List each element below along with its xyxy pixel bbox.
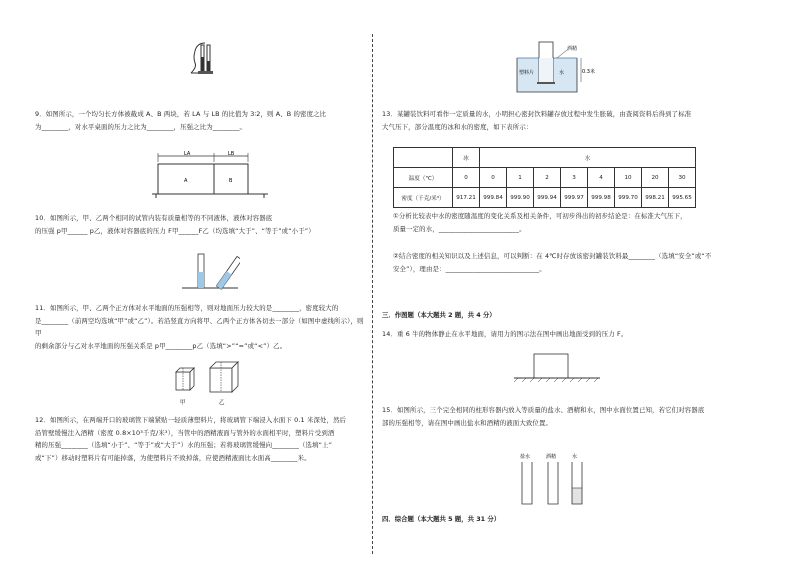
q12-fig-label-water: 水	[559, 70, 565, 76]
table-cell: 917.21	[453, 188, 480, 208]
q11-label-jia: 甲	[180, 400, 186, 406]
table-cell: 999.98	[588, 188, 615, 208]
question-13	[382, 108, 782, 133]
section-3-heading: 三．作图题（本大题共 2 题，共 4 分）	[382, 311, 496, 319]
q9-label-lb: LB	[228, 151, 235, 157]
question-9	[35, 108, 365, 133]
q13-line1: 13．某罐装饮料可看作一定质量的水，小明担心密封饮料罐存放过程中发生胀破，由查阅资料后得到了标准	[382, 110, 692, 118]
table-cell: 20	[642, 168, 669, 188]
table-cell: 0	[453, 168, 480, 188]
table-cell: 30	[669, 168, 696, 188]
table-cell: 3	[561, 168, 588, 188]
q12-line2: 沿管壁缓慢注入酒精（密度 0.8×10³千克/米³），当管中的酒精液面与管外的水面相平时，塑料片受到酒	[35, 428, 335, 437]
question-13-notes-2	[393, 250, 783, 275]
table-row-temperature	[394, 168, 696, 188]
table-row-density	[394, 188, 696, 208]
q15-label-brine: 盐水	[520, 454, 531, 460]
q9-block-figure	[150, 150, 270, 200]
question-12	[35, 414, 365, 464]
section-4-heading: 四．综合题（本大题共 5 题，共 31 分）	[382, 515, 501, 523]
table-row1-label: 温度（℃）	[394, 168, 453, 188]
q12-glass-tube-figure	[515, 40, 605, 96]
table-row2-label: 密度（千克/米³）	[394, 188, 453, 208]
q11-cubes-figure	[170, 358, 250, 406]
question-15	[382, 404, 782, 429]
q13-note1: ①分析比较表中水的密度随温度的变化关系及相关条件，可初步得出的初步结论是：在标准大气压下，	[393, 212, 687, 220]
q11-line1: 11．如图所示，甲、乙两个正方体对水平地面的压强相等，则对地面压力较大的是________，密度较大的	[35, 304, 339, 312]
q12-line4: 或“下”）移动时塑料片有可能掉落，为使塑料片不致掉落，应使酒精液面比水面高________米。	[35, 453, 311, 462]
q9-line2: 为________，对水平桌面的压力之比为________，压强之比为________。	[35, 122, 247, 131]
q13-note4: 安全”），理由是：____________________________。	[393, 264, 546, 273]
manometer-figure	[183, 41, 225, 79]
table-cell: 1	[507, 168, 534, 188]
table-cell: 0	[480, 168, 507, 188]
q11-label-yi: 乙	[219, 400, 225, 406]
table-cell: 999.94	[534, 188, 561, 208]
q14-line1: 14．重 6 牛的物体静止在水平地面，请用力的图示法在图中画出地面受到的压力 F。	[382, 330, 628, 338]
q12-line3: 精的压强________（选填“小于”、“等于”或“大于”）水的压强；若将玻璃管缓慢向________（选填“上”	[35, 441, 333, 449]
question-13-notes	[393, 210, 783, 235]
table-cell: 995.65	[669, 188, 696, 208]
table-cell: 999.90	[507, 188, 534, 208]
q9-label-la: LA	[184, 151, 191, 157]
q14-block-on-ground-figure	[512, 350, 602, 384]
table-cell: 999.70	[615, 188, 642, 208]
table-cell: 998.21	[642, 188, 669, 208]
table-cell: 10	[615, 168, 642, 188]
q10-line1: 10．如图所示，甲、乙两个相同的试管内装有质量相等的不同液体，液体对容器底	[35, 214, 273, 222]
q12-line1: 12．如图所示，在两端开口的玻璃管下端紧贴一轻质薄塑料片，将玻璃管下端浸入水面下 0.1 米深处，然后	[35, 416, 347, 424]
q12-fig-label-alcohol: 酒精	[567, 46, 578, 52]
q15-line1: 15．如图所示，三个完全相同的柱形容器内放入等质量的盐水、酒精和水，图中水面位置已知，若它们对容器底	[382, 406, 705, 414]
question-10	[35, 212, 365, 237]
q15-label-alcohol: 酒精	[546, 454, 557, 460]
q13-line2: 大气压下，部分温度的冰和水的密度，如下表所示：	[382, 122, 533, 131]
density-table	[393, 147, 696, 208]
q9-line1: 9．如图所示，一个均匀长方体被截成 A、B 两块，若 LA 与 LB 的比值为 3∶2，则 A、B 的密度之比	[35, 110, 327, 118]
table-cell: 2	[534, 168, 561, 188]
table-header-row	[394, 148, 696, 168]
q15-containers-figure	[516, 452, 588, 508]
q10-test-tubes-figure	[180, 250, 240, 292]
q11-line2: 是________（前两空均选填“甲”或“乙”）。若沿竖直方向将甲、乙两个正方体各切去一部分（如图中虚线所示），则甲	[35, 316, 364, 337]
table-cell: 4	[588, 168, 615, 188]
table-cell: 999.97	[561, 188, 588, 208]
table-header-ice: 冰	[453, 148, 480, 168]
q12-fig-label-plastic: 塑料片	[519, 70, 535, 76]
table-cell: 999.84	[480, 188, 507, 208]
q13-note3: ②结合密度的相关知识以及上述信息，可以判断：在 4℃时存放该密封罐装饮料最________（选填“安全”或“不	[393, 252, 712, 260]
q12-fig-label-depth: 0.3米	[582, 69, 595, 75]
question-11	[35, 302, 365, 352]
table-header-water: 水	[480, 148, 696, 168]
q13-note2: 质量一定的水，________________________。	[393, 224, 526, 233]
q11-line3: 的剩余部分与乙对水平地面的压强关系是 p甲________p乙（选填“>”“=”或“<”）乙。	[35, 341, 287, 350]
column-divider	[372, 34, 373, 554]
q9-label-b: B	[229, 178, 233, 184]
q15-label-water: 水	[572, 454, 578, 460]
q15-line2: 部的压强相等，请在图中画出盐水和酒精的液面大致位置。	[382, 418, 553, 427]
q10-line2: 的压强 p甲______ p乙，液体对容器底的压力 F甲______F乙（均选填“大于”、“等于”或“小于”）	[35, 226, 315, 235]
question-14	[382, 328, 782, 341]
q9-label-a: A	[184, 178, 188, 184]
